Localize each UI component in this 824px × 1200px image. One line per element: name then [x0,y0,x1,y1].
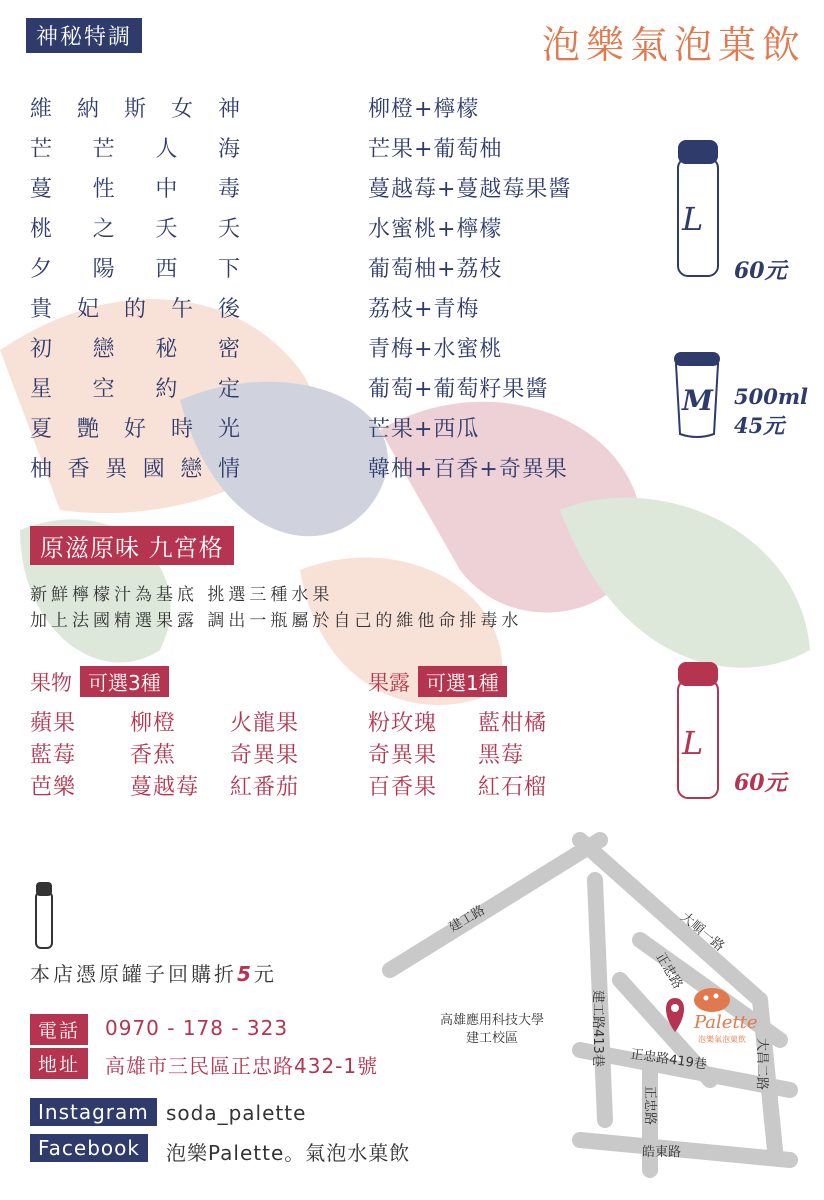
fruit-option: 柳橙 [130,711,177,736]
special-combo: 蔓越莓+蔓越莓果醬 [368,177,572,202]
syrup-option: 紅石榴 [478,775,548,800]
map-shop-sub: 泡樂氣泡菓飲 [698,1035,746,1044]
road-haodong [580,1140,790,1160]
syrup-option: 藍柑橘 [478,711,548,736]
syrup-option: 奇異果 [368,743,438,768]
special-combo: 芒果+西瓜 [368,417,480,442]
bottle-large-label: L [682,200,704,238]
fruit-title [30,666,169,697]
special-name: 夏艷好時光 [30,417,242,442]
fruit-option: 藍莓 [30,743,77,768]
syrup-option: 粉玫瑰 [368,711,438,736]
special-name: 桃之夭夭 [30,217,242,242]
facebook-label: Facebook [30,1134,148,1162]
map-label-haodong: 皓東路 [642,1145,682,1160]
refund-note [30,958,277,987]
fruit-option: 芭樂 [30,775,77,800]
brand-name: 泡樂氣泡菓飲 [541,23,806,67]
original-price: 60元 [734,770,787,796]
fruit-option: 紅番茄 [230,775,300,800]
fruit-option: 香蕉 [130,743,177,768]
address-value: 高雄市三民區正忠路432-1號 [105,1054,379,1078]
map-campus-line-2: 建工校區 [466,1031,519,1046]
special-combo: 韓柚+百香+奇異果 [368,457,568,482]
map-label-zhengzhong-upper: 正忠路 [652,950,686,992]
phone-label: 電話 [30,1014,88,1045]
road-jiangong [390,840,600,970]
refund-text: 本店憑原罐子回購折 [30,962,237,986]
large-price: 60元 [734,258,787,284]
syrup-title [368,666,507,697]
map-campus-line-1: 高雄應用科技大學 [440,1013,545,1028]
special-name: 星空約定 [30,377,242,402]
map-label-dachang: 大昌二路 [754,1038,769,1091]
special-combo: 芒果+葡萄柚 [368,137,503,162]
special-combo: 葡萄+葡萄籽果醬 [368,377,549,402]
facebook-page[interactable]: 泡樂Palette。氣泡水菓飲 [166,1141,411,1165]
special-combo: 柳橙+檸檬 [368,97,480,122]
refund-unit: 元 [253,962,277,986]
fruit-option: 蘋果 [30,711,77,736]
special-section-title: 神秘特調 [26,18,142,53]
syrup-badge: 可選1種 [418,666,507,697]
fruit-option: 蔓越莓 [130,775,200,800]
instagram-label: Instagram [30,1098,157,1126]
special-combo: 水蜜桃+檸檬 [368,217,503,242]
fruit-badge: 可選3種 [80,666,169,697]
medium-price: 45元 [734,413,785,438]
map-shop-logo: Palette [694,1012,758,1033]
special-name: 柚香異國戀情 [30,457,242,482]
map-label-zhengzhong-lower: 正忠路 [642,1086,657,1126]
intro-line-1: 新鮮檸檬汁為基底 挑選三種水果 [30,585,334,605]
fruit-option: 奇異果 [230,743,300,768]
special-name: 維納斯女神 [30,97,242,122]
map-label-jiangong: 建工路 [446,902,488,936]
fruit-option: 火龍果 [230,711,300,736]
map-label-zhengzhong-419: 正忠路419巷 [629,1047,708,1073]
special-combo: 荔枝+青梅 [368,297,480,322]
original-section-title: 原滋原味 九宮格 [30,526,234,565]
syrup-option: 百香果 [368,775,438,800]
syrup-title-text: 果露 [368,671,410,695]
bottle-original-label: L [682,724,704,762]
map-label-dashun: 大順一路 [677,909,727,955]
intro-line-2: 加上法國精選果露 調出一瓶屬於自己的維他命排毒水 [30,611,523,631]
special-combo: 葡萄柚+荔枝 [368,257,503,282]
syrup-option: 黑莓 [478,743,525,768]
refund-amount: 5 [237,962,254,986]
special-name: 蔓性中毒 [30,177,242,202]
instagram-handle[interactable]: soda_palette [166,1101,307,1125]
special-name: 貴妃的午後 [30,297,242,322]
special-combo: 青梅+水蜜桃 [368,337,503,362]
map-label-jiangong-413: 建工路413巷 [590,990,605,1067]
address-label: 地址 [30,1048,88,1079]
medium-volume: 500ml [734,384,809,409]
special-name: 初戀秘密 [30,337,242,362]
location-map [380,820,820,1190]
small-bottle-icon [34,880,54,950]
palette-logo-icon [694,988,730,1012]
fruit-title-text: 果物 [30,671,72,695]
special-name: 芒芒人海 [30,137,242,162]
cup-medium-label: M [682,384,713,417]
special-name: 夕陽西下 [30,257,242,282]
phone-number[interactable]: 0970 - 178 - 323 [105,1016,289,1040]
